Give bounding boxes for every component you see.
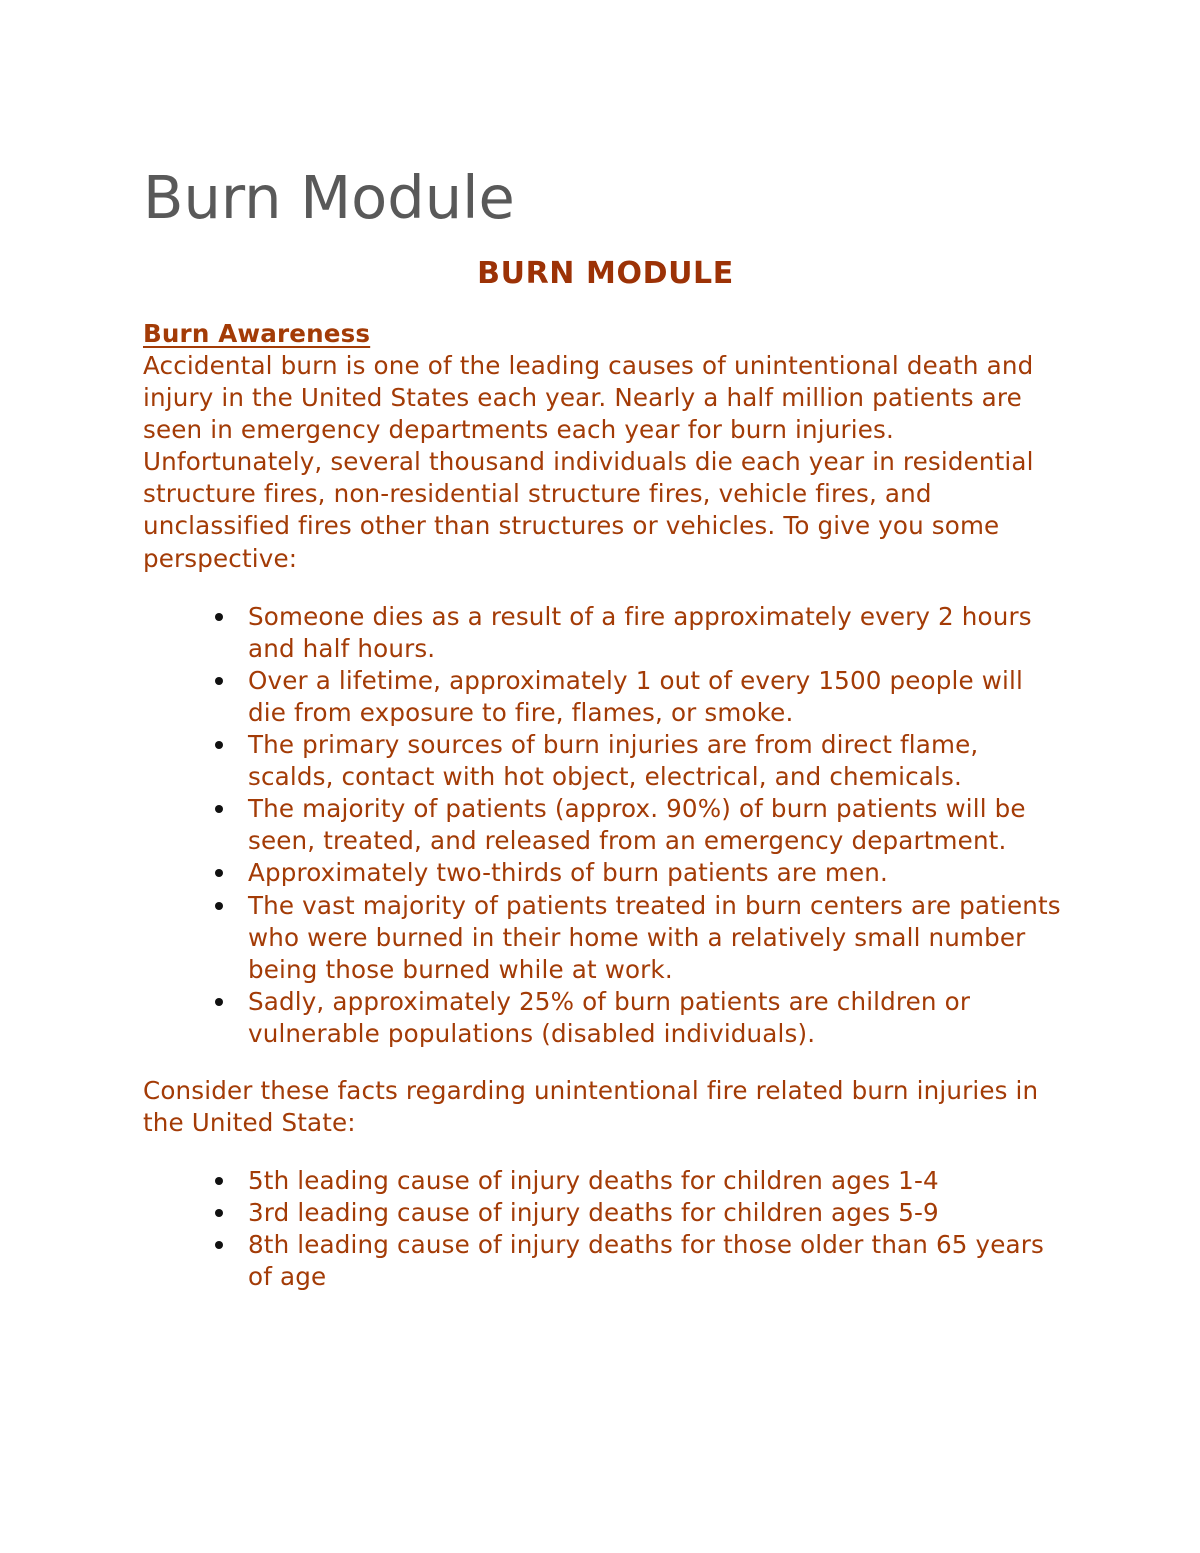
burn-awareness-subheading: Burn Awareness bbox=[143, 319, 371, 348]
list-item-text: The vast majority of patients treated in burn centers are patients who were burned in their home with a relatively small number being those burned while at work. bbox=[248, 890, 1061, 984]
document-body bbox=[143, 252, 1068, 1294]
list-item-text: Over a lifetime, approximately 1 out of every 1500 people will die from exposure to fire, flames, or smoke. bbox=[248, 665, 1023, 727]
bullet-icon bbox=[215, 998, 223, 1006]
list-item-text: 3rd leading cause of injury deaths for children ages 5-9 bbox=[248, 1198, 939, 1228]
intro-paragraph: Accidental burn is one of the leading causes of unintentional death and injury in the United States each year. Nearly a half million patients are seen in emergency departments each year for burn injuries. Unfortunately, several thousand individuals die each year in residential structure fires, non-residential structure fires, vehicle fires, and unclassified fires other than structures or vehicles. To give you some perspective: bbox=[143, 351, 1034, 573]
bullet-icon bbox=[215, 613, 223, 621]
list-item-text: Someone dies as a result of a fire approximately every 2 hours and half hours. bbox=[248, 601, 1032, 663]
bullet-icon bbox=[215, 741, 223, 749]
list-item bbox=[143, 793, 1068, 857]
list-item bbox=[143, 601, 1068, 665]
list-item-text: 8th leading cause of injury deaths for those older than 65 years of age bbox=[248, 1230, 1044, 1292]
bullet-icon bbox=[215, 677, 223, 685]
section-heading: BURN MODULE bbox=[477, 256, 734, 291]
bullet-icon bbox=[215, 1241, 223, 1249]
bullet-icon bbox=[215, 1177, 223, 1185]
list-item-text: The majority of patients (approx. 90%) of burn patients will be seen, treated, and released from an emergency department. bbox=[248, 794, 1026, 856]
list-item-text: Approximately two-thirds of burn patients are men. bbox=[248, 858, 888, 888]
list-item-text: The primary sources of burn injuries are from direct flame, scalds, contact with hot object, electrical, and chemicals. bbox=[248, 730, 979, 792]
bullet-icon bbox=[215, 805, 223, 813]
bullet-icon bbox=[215, 869, 223, 877]
list-item bbox=[143, 1229, 1068, 1293]
list-item bbox=[143, 729, 1068, 793]
bullet-icon bbox=[215, 902, 223, 910]
document-title: Burn Module bbox=[143, 163, 515, 232]
list-item bbox=[143, 986, 1068, 1050]
list-item-text: 5th leading cause of injury deaths for children ages 1-4 bbox=[248, 1166, 939, 1196]
list-item-text: Sadly, approximately 25% of burn patients are children or vulnerable populations (disabled individuals). bbox=[248, 986, 971, 1048]
facts-list bbox=[143, 1165, 1068, 1293]
list-item bbox=[143, 857, 1068, 889]
list-item bbox=[143, 665, 1068, 729]
list-item bbox=[143, 1165, 1068, 1197]
facts-intro-paragraph: Consider these facts regarding unintentional fire related burn injuries in the United State: bbox=[143, 1075, 1039, 1138]
perspective-list bbox=[143, 601, 1068, 1050]
list-item bbox=[143, 1197, 1068, 1229]
bullet-icon bbox=[215, 1209, 223, 1217]
list-item bbox=[143, 890, 1068, 986]
